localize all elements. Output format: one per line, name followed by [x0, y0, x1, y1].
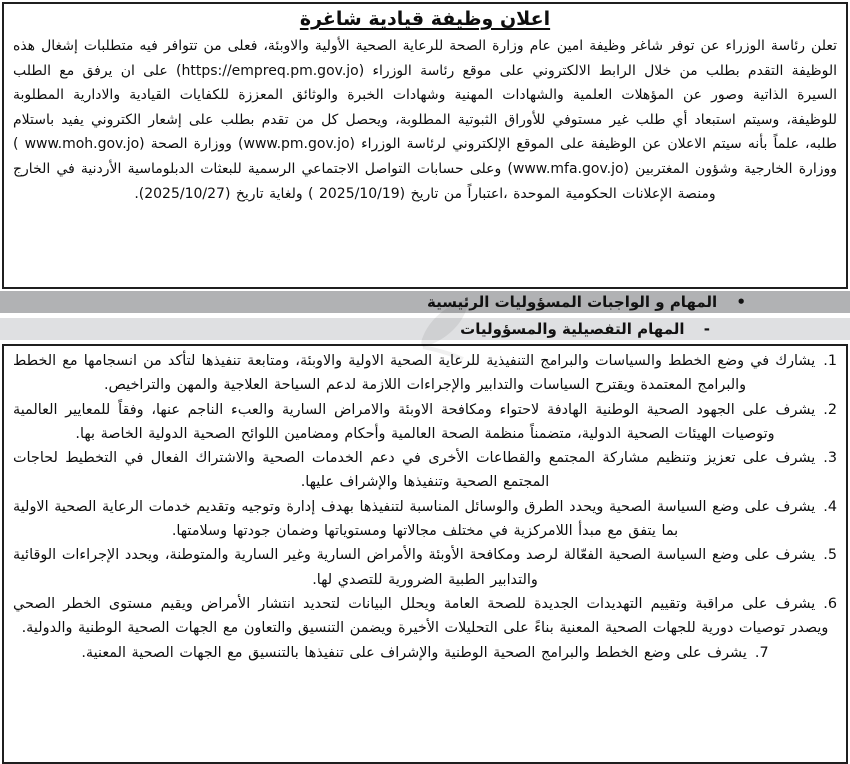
list-text: يشارك في وضع الخطط والسياسات والبرامج التنفيذية للرعاية الصحية الاولية والاوبئة، ومتابعة تنفيذها لتأكد من انسجامها مع الخطط والبرامج المعتمدة ويقترح السياسات والتدابير والإجراءات اللازمة لدعم السياحة العلاجية والمهن والتراخيص. — [13, 353, 816, 394]
list-item — [13, 446, 837, 495]
list-number: 1. — [823, 353, 837, 369]
dash-icon: - — [703, 320, 710, 338]
list-item — [13, 495, 837, 544]
section-bar-main-label: المهام و الواجبات المسؤوليات الرئيسية — [427, 293, 718, 311]
list-number: 3. — [823, 450, 837, 467]
page-title-text: اعلان وظيفة قيادية شاغرة — [299, 8, 551, 30]
section-bar-main-duties — [0, 291, 850, 313]
list-number: 7. — [754, 644, 769, 661]
list-number: 2. — [823, 401, 837, 418]
list-text: يشرف على وضع الخطط والبرامج الصحية الوطنية والإشراف على تنفيذها بالتنسيق مع الجهات الصحية المعنية. — [81, 644, 747, 661]
bullet-icon: • — [736, 293, 746, 311]
intro-paragraph: تعلن رئاسة الوزراء عن توفر شاغر وظيفة امين عام وزارة الصحة للرعاية الصحية الأولية والاوبئة، فعلى من تتوافر فيه متطلبات إشغال هذه الوظيفة التقدم بطلب من خلال الرابط الالكتروني على موقع رئاسة الوزراء (https://empreq.pm.gov.jo) على ان يرفق مع الطلب السيرة الذاتية وصور عن المؤهلات العلمية والشهادات المهنية وشهادات الخبرة والوثائق المعززة للكفايات القيادية والادارية المطلوبة للوظيفة، وسيتم استبعاد أي طلب غير مستوفي للأوراق الثبوتية المطلوبة، ويحصل كل من تقدم بطلب على إشعار الكتروني يفيد باستلام طلبه، علماً بأنه سيتم الاعلان عن الوظيفة على الموقع الإلكتروني لرئاسة الوزراء (www.pm.gov.jo) ووزارة الصحة (www.moh.gov.jo ) ووزارة الخارجية وشؤون المغتربين (www.mfa.gov.jo) وعلى حسابات التواصل الاجتماعي الرسمية للبعثات الدبلوماسية الأردنية في الخارج ومنصة الإعلانات الحكومية الموحدة ،اعتباراً من تاريخ (2025/10/19 ) ولغاية تاريخ (2025/10/27). — [13, 38, 837, 202]
duties-list-box — [2, 344, 848, 764]
section-bar-detailed-duties — [0, 318, 850, 340]
list-item — [13, 398, 837, 447]
section-bar-detail-label: المهام التفصيلية والمسؤوليات — [460, 320, 685, 338]
list-text: يشرف على تعزيز وتنظيم مشاركة المجتمع والقطاعات الأخرى في دعم الخدمات الصحية والاشتراك الفعال في التخطيط لحاجات المجتمع الصحية وتنفيذها والإشراف عليها. — [13, 450, 816, 491]
list-item — [13, 641, 837, 665]
list-text: يشرف على وضع السياسة الصحية ويحدد الطرق والوسائل المناسبة لتنفيذها بهدف إدارة وتوجيه وتقديم خدمات الرعاية الصحية الاولية بما يتفق مع مبدأ اللامركزية في مختلف مجالاتها ومستوياتها وضمان جودتها وسلامتها. — [13, 498, 816, 540]
announcement-box — [2, 2, 848, 289]
list-text: يشرف على الجهود الصحية الوطنية الهادفة لاحتواء ومكافحة الاوبئة والامراض السارية والعبء الناجم عنها، وفقاً للمعايير العالمية وتوصيات الهيئات الصحية الدولية، متضمناً منظمة الصحة العالمية وأحكام ومضامين اللوائح الصحية الدولية الخاصة بها. — [13, 401, 816, 442]
list-item — [13, 349, 837, 398]
list-item — [13, 592, 837, 641]
list-text: يشرف على وضع السياسة الصحية الفعّالة لرصد ومكافحة الأوبئة والأمراض السارية وغير السارية والمتوطنة، ويحدد الإجراءات الوقائية والتدابير الطبية الضرورية للتصدي لها. — [13, 547, 816, 588]
list-number: 5. — [823, 547, 837, 564]
list-number: 6. — [823, 595, 837, 612]
page-title — [13, 8, 837, 30]
list-text: يشرف على مراقبة وتقييم التهديدات الجديدة للصحة العامة ويحلل البيانات لتحديد انتشار الأمراض ويقيم مستوى الخطر الصحي ويصدر توصيات دورية للجهات الصحية المعنية بناءً على التحليلات الأخيرة ويضمن التنسيق والتعاون مع الجهات الصحية الوطنية والدولية. — [13, 595, 829, 637]
list-number: 4. — [823, 498, 837, 515]
list-item — [13, 543, 837, 592]
